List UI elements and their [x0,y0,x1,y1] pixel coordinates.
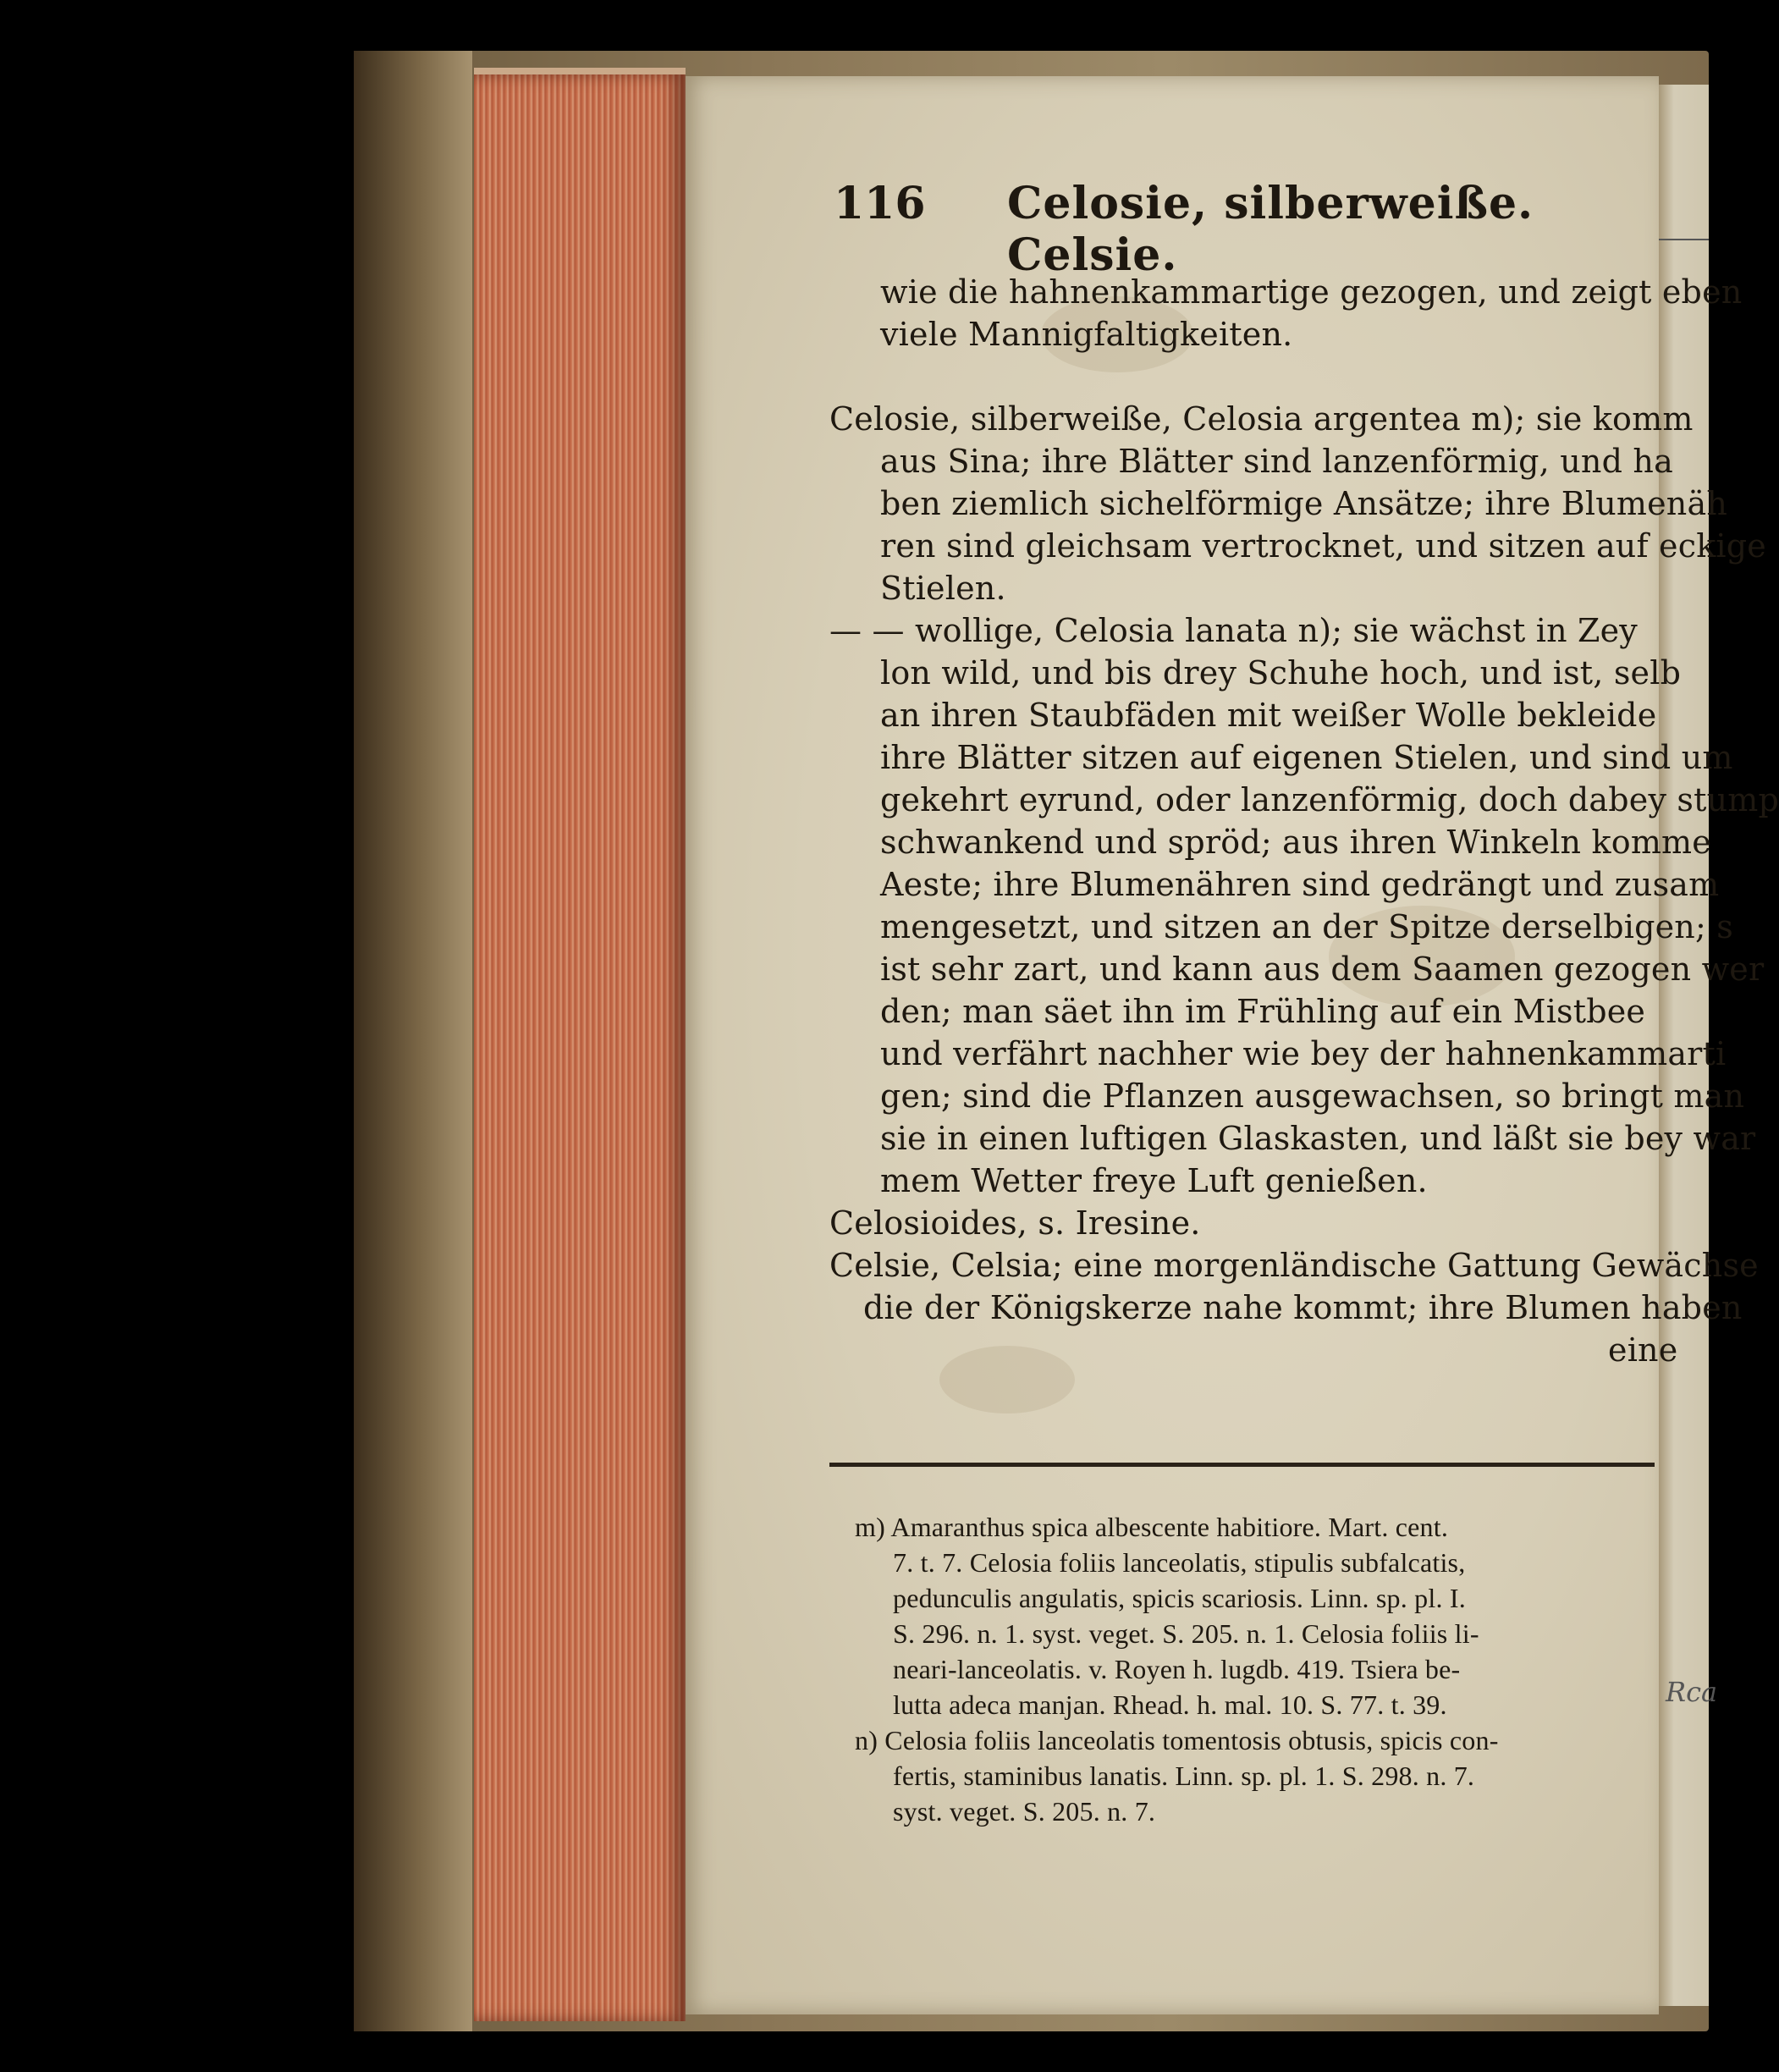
body-line: eine [1608,1331,1678,1369]
next-page-note: Rca [1666,1676,1718,1708]
body-line: Aeste; ihre Blumenähren sind gedrängt und zusam [880,866,1720,903]
footnote-line: syst. veget. S. 205. n. 7. [893,1796,1156,1827]
body-line: an ihren Staubfäden mit weißer Wolle bekleide [880,697,1657,734]
footnotes [855,1511,1659,1849]
body-line: ren sind gleichsam vertrocknet, und sitzen auf eckige [880,527,1766,565]
body-line: mengesetzt, und sitzen an der Spitze derselbigen; s [880,908,1733,945]
body-line: gen; sind die Pflanzen ausgewachsen, so bringt man [880,1077,1745,1115]
body-line: sie in einen luftigen Glaskasten, und läßt sie bey war [880,1120,1756,1157]
body-line: Celosioides, s. Iresine. [829,1204,1201,1242]
body-line: Celsie, Celsia; eine morgenländische Gattung Gewächse [829,1247,1759,1284]
body-line: Stielen. [880,570,1006,607]
page-block-edge [474,74,686,2021]
book-fold [354,51,472,2031]
footnote-line: n) Celosia foliis lanceolatis tomentosis obtusis, spicis con- [855,1725,1499,1755]
next-page-rule [1659,239,1709,240]
body-line: lon wild, und bis drey Schuhe hoch, und ist, selb [880,654,1682,692]
footnote-line: pedunculis angulatis, spicis scariosis. Linn. sp. pl. I. [893,1583,1466,1613]
page-number: 116 [834,178,926,229]
body-line: ist sehr zart, und kann aus dem Saamen gezogen wer [880,951,1765,988]
footnote-line: fertis, staminibus lanatis. Linn. sp. pl. 1. S. 298. n. 7. [893,1761,1475,1791]
body-line: den; man säet ihn im Frühling auf ein Mistbee [880,993,1646,1030]
body-line: viele Mannigfaltigkeiten. [880,316,1293,353]
footnote-line: lutta adeca manjan. Rhead. h. mal. 10. S. 77. t. 39. [893,1689,1447,1720]
footnote-line: S. 296. n. 1. syst. veget. S. 205. n. 1. Celosia foliis li- [893,1618,1479,1649]
body-line: ihre Blätter sitzen auf eigenen Stielen, und sind um [880,739,1733,776]
page-header-title: Celosie, silberweiße. Celsie. [1007,178,1534,281]
body-line: und verfährt nachher wie bey der hahnenkammarti [880,1035,1727,1072]
body-line: — — wollige, Celosia lanata n); sie wächst in Zey [829,612,1638,649]
body-text [829,273,1779,1407]
footnote-divider [829,1463,1655,1467]
body-line: die der Königskerze nahe kommt; ihre Blumen haben [863,1289,1743,1326]
running-head [834,178,1646,281]
body-line: gekehrt eyrund, oder lanzenförmig, doch dabey stump [880,781,1779,818]
footnote-line: m) Amaranthus spica albescente habitiore. Mart. cent. [855,1512,1449,1542]
footnote-line: neari-lanceolatis. v. Royen h. lugdb. 419. Tsiera be- [893,1654,1461,1684]
footnote-line: 7. t. 7. Celosia foliis lanceolatis, stipulis subfalcatis, [893,1547,1466,1578]
body-line: ben ziemlich sichelförmige Ansätze; ihre Blumenäh [880,485,1728,522]
body-line: mem Wetter freye Luft genießen. [880,1162,1428,1199]
body-line: aus Sina; ihre Blätter sind lanzenförmig, und ha [880,443,1673,480]
body-line: wie die hahnenkammartige gezogen, und zeigt eben [880,273,1743,311]
body-line: Celosie, silberweiße, Celosia argentea m); sie komm [829,400,1694,438]
body-line: schwankend und spröd; aus ihren Winkeln komme [880,824,1711,861]
